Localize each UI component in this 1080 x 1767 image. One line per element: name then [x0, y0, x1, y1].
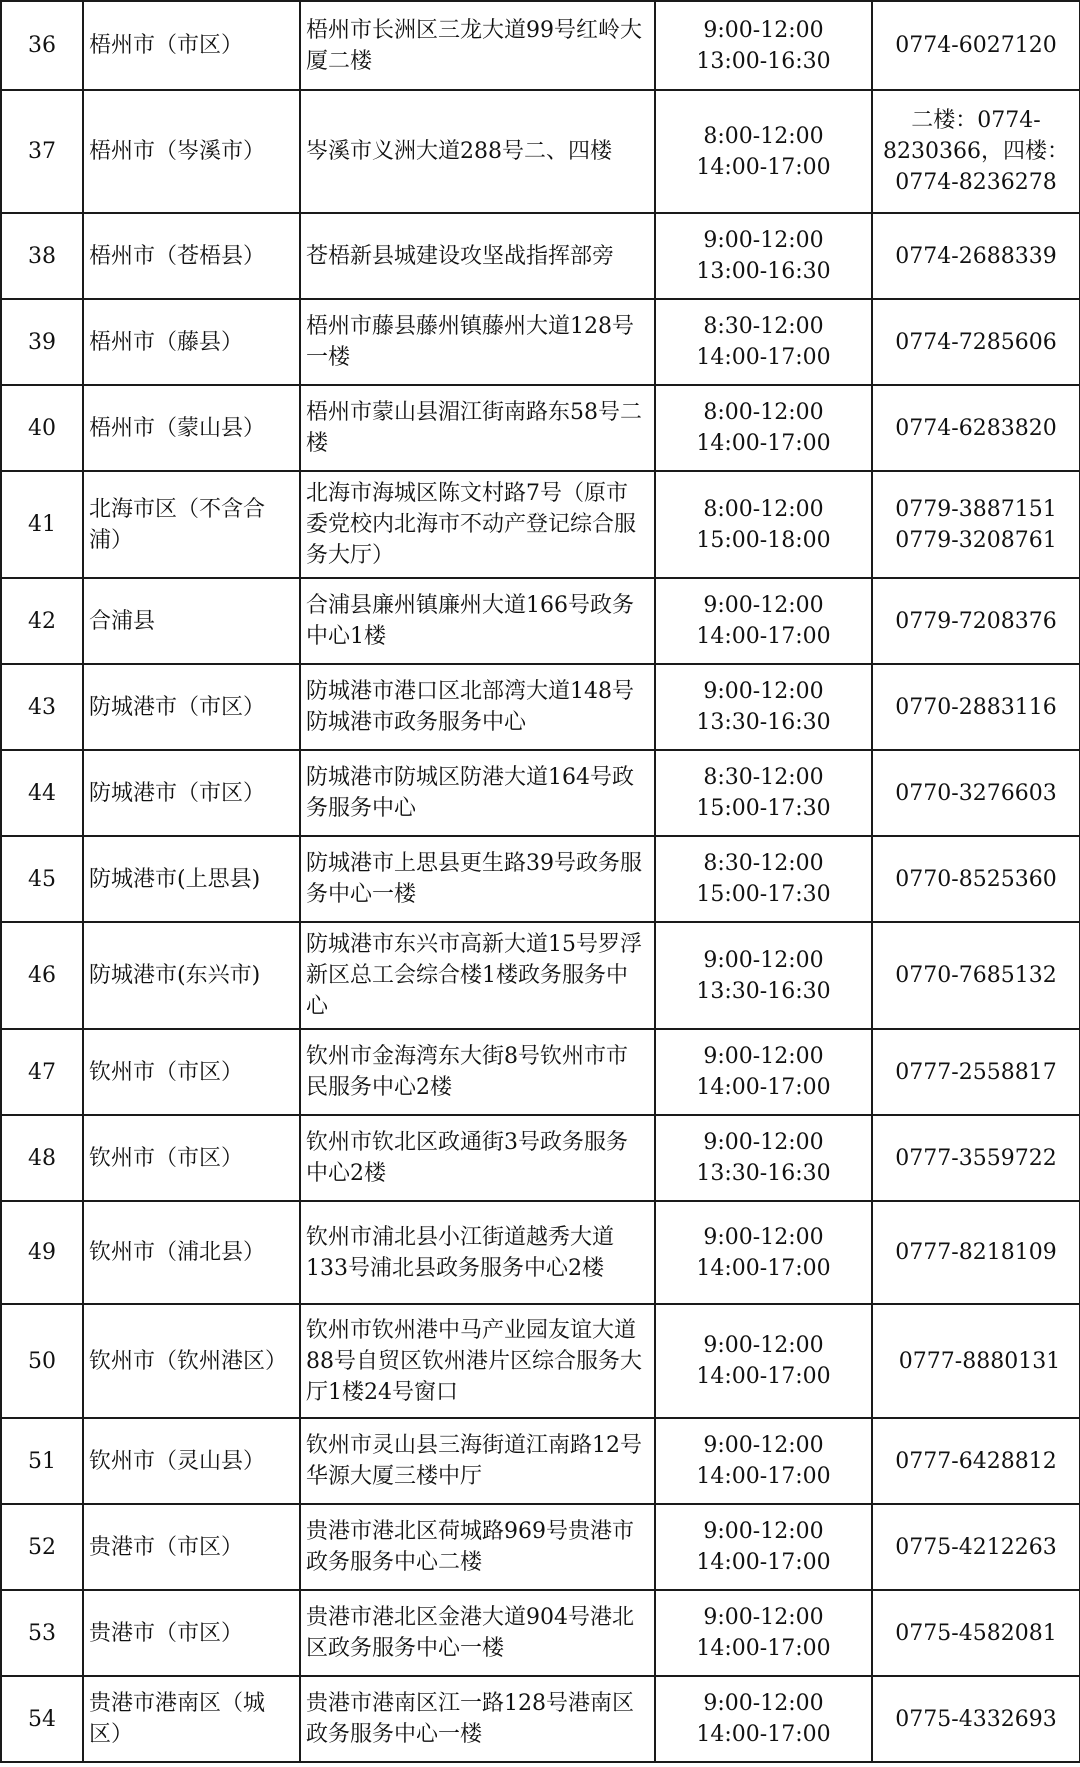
hours-line: 15:00-17:30 [696, 882, 831, 907]
row-number-cell: 53 [1, 1590, 83, 1676]
hours-cell [655, 1115, 872, 1201]
address-cell: 梧州市长洲区三龙大道99号红岭大厦二楼 [300, 1, 655, 90]
phone-cell [872, 1, 1080, 90]
address-cell: 梧州市蒙山县湄江街南路东58号二楼 [300, 385, 655, 471]
address-cell: 钦州市钦州港中马产业园友谊大道88号自贸区钦州港片区综合服务大厅1楼24号窗口 [300, 1304, 655, 1418]
hours-cell [655, 664, 872, 750]
row-number-cell: 45 [1, 836, 83, 922]
hours-cell [655, 1590, 872, 1676]
hours-line: 14:00-17:00 [696, 431, 831, 456]
hours-cell [655, 922, 872, 1029]
row-number-cell: 49 [1, 1201, 83, 1304]
phone-cell [872, 90, 1080, 213]
hours-cell [655, 90, 872, 213]
hours-cell [655, 1418, 872, 1504]
region-cell: 梧州市（苍梧县） [83, 213, 300, 299]
table-row [1, 90, 1080, 213]
row-number-cell: 51 [1, 1418, 83, 1504]
hours-line: 9:00-12:00 [703, 17, 824, 43]
phone-cell [872, 1418, 1080, 1504]
hours-line: 9:00-12:00 [703, 1130, 824, 1155]
phone-line: 0774-8236278 [895, 170, 1057, 195]
table-row [1, 1504, 1080, 1590]
hours-line: 15:00-18:00 [696, 527, 831, 553]
region-cell: 梧州市（市区） [83, 1, 300, 90]
address-cell: 防城港市港口区北部湾大道148号防城港市政务服务中心 [300, 664, 655, 750]
phone-line: 0775-4332693 [895, 1706, 1057, 1732]
region-cell: 贵港市（市区） [83, 1590, 300, 1676]
address-cell: 钦州市金海湾东大街8号钦州市市民服务中心2楼 [300, 1029, 655, 1115]
hours-line: 8:00-12:00 [703, 123, 824, 149]
hours-line: 9:00-12:00 [703, 228, 824, 253]
row-number-cell: 36 [1, 1, 83, 90]
phone-cell [872, 471, 1080, 578]
phone-line: 0775-4582081 [895, 1620, 1057, 1646]
hours-line: 14:00-17:00 [696, 1255, 831, 1281]
phone-cell [872, 1115, 1080, 1201]
phone-line: 0777-6428812 [895, 1448, 1057, 1474]
hours-line: 14:00-17:00 [696, 1075, 831, 1100]
row-number-cell: 52 [1, 1504, 83, 1590]
address-cell: 梧州市藤县藤州镇藤州大道128号一楼 [300, 299, 655, 385]
hours-line: 15:00-17:30 [696, 796, 831, 821]
phone-cell [872, 750, 1080, 836]
phone-cell [872, 1029, 1080, 1115]
address-cell: 苍梧新县城建设攻坚战指挥部旁 [300, 213, 655, 299]
table-row [1, 1201, 1080, 1304]
hours-line: 13:30-16:30 [696, 978, 831, 1004]
table-row [1, 213, 1080, 299]
address-cell: 防城港市防城区防港大道164号政务服务中心 [300, 750, 655, 836]
hours-line: 9:00-12:00 [703, 947, 824, 973]
table-row [1, 1418, 1080, 1504]
table-row [1, 1590, 1080, 1676]
hours-cell [655, 750, 872, 836]
phone-line: 0774-2688339 [895, 243, 1057, 269]
hours-line: 9:00-12:00 [703, 1333, 824, 1358]
phone-line: 0774-7285606 [895, 329, 1057, 355]
row-number-cell: 54 [1, 1676, 83, 1762]
region-cell: 防城港市(东兴市) [83, 922, 300, 1029]
phone-line: 0774-6027120 [895, 33, 1057, 58]
hours-line: 8:00-12:00 [703, 400, 824, 425]
phone-line: 0770-7685132 [895, 963, 1057, 988]
table-row [1, 385, 1080, 471]
address-cell: 贵港市港北区荷城路969号贵港市政务服务中心二楼 [300, 1504, 655, 1590]
region-cell: 钦州市（浦北县） [83, 1201, 300, 1304]
table-row [1, 1, 1080, 90]
phone-line: 0770-8525360 [895, 866, 1057, 892]
region-cell: 防城港市（市区） [83, 750, 300, 836]
row-number-cell: 37 [1, 90, 83, 213]
hours-cell [655, 578, 872, 664]
hours-cell [655, 1676, 872, 1762]
table-row [1, 471, 1080, 578]
table-row [1, 922, 1080, 1029]
region-cell: 合浦县 [83, 578, 300, 664]
hours-cell [655, 1304, 872, 1418]
region-cell: 梧州市（岑溪市） [83, 90, 300, 213]
phone-line: 0777-8880131 [891, 1348, 1061, 1374]
row-number-cell: 42 [1, 578, 83, 664]
row-number-cell: 48 [1, 1115, 83, 1201]
phone-cell [872, 213, 1080, 299]
region-cell: 梧州市（藤县） [83, 299, 300, 385]
hours-cell [655, 1029, 872, 1115]
hours-line: 9:00-12:00 [703, 593, 824, 618]
hours-cell [655, 385, 872, 471]
region-cell: 防城港市（市区） [83, 664, 300, 750]
phone-line: 0779-3887151 [895, 496, 1057, 522]
region-cell: 贵港市港南区（城区） [83, 1676, 300, 1762]
phone-line: 0779-3208761 [895, 527, 1057, 553]
region-cell: 钦州市（钦州港区） [83, 1304, 300, 1418]
region-cell: 贵港市（市区） [83, 1504, 300, 1590]
phone-cell [872, 1201, 1080, 1304]
address-cell: 防城港市上思县更生路39号政务服务中心一楼 [300, 836, 655, 922]
phone-cell [872, 1304, 1080, 1418]
address-cell: 北海市海城区陈文村路7号（原市委党校内北海市不动产登记综合服务大厅） [300, 471, 655, 578]
hours-line: 8:30-12:00 [703, 765, 824, 790]
phone-line: 0774-6283820 [895, 415, 1057, 441]
address-cell: 贵港市港北区金港大道904号港北区政务服务中心一楼 [300, 1590, 655, 1676]
address-cell: 合浦县廉州镇廉州大道166号政务中心1楼 [300, 578, 655, 664]
phone-line: 0777-2558817 [895, 1059, 1057, 1085]
hours-cell [655, 471, 872, 578]
row-number-cell: 43 [1, 664, 83, 750]
table-row [1, 578, 1080, 664]
region-cell: 梧州市（蒙山县） [83, 385, 300, 471]
hours-line: 13:30-16:30 [696, 710, 831, 735]
row-number-cell: 47 [1, 1029, 83, 1115]
hours-cell [655, 1504, 872, 1590]
hours-line: 14:00-17:00 [696, 1636, 831, 1661]
phone-line: 二楼：0774- [911, 108, 1041, 133]
hours-line: 9:00-12:00 [703, 1433, 824, 1458]
phone-line: 0775-4212263 [895, 1534, 1057, 1560]
address-cell: 防城港市东兴市高新大道15号罗浮新区总工会综合楼1楼政务服务中心 [300, 922, 655, 1029]
hours-line: 9:00-12:00 [703, 1605, 824, 1630]
row-number-cell: 38 [1, 213, 83, 299]
hours-line: 8:30-12:00 [703, 314, 824, 339]
hours-line: 9:00-12:00 [703, 679, 824, 704]
phone-line: 0779-7208376 [895, 608, 1057, 634]
address-cell: 贵港市港南区江一路128号港南区政务服务中心一楼 [300, 1676, 655, 1762]
hours-line: 14:00-17:00 [696, 624, 831, 649]
hours-cell [655, 299, 872, 385]
phone-cell [872, 578, 1080, 664]
row-number-cell: 41 [1, 471, 83, 578]
phone-cell [872, 836, 1080, 922]
hours-line: 14:00-17:00 [696, 1464, 831, 1489]
address-cell: 钦州市浦北县小江街道越秀大道133号浦北县政务服务中心2楼 [300, 1201, 655, 1304]
hours-cell [655, 213, 872, 299]
row-number-cell: 39 [1, 299, 83, 385]
hours-line: 14:00-17:00 [696, 154, 831, 180]
phone-line: 0770-3276603 [895, 780, 1057, 806]
table-row [1, 1029, 1080, 1115]
phone-cell [872, 1504, 1080, 1590]
hours-line: 14:00-17:00 [696, 1364, 831, 1389]
row-number-cell: 46 [1, 922, 83, 1029]
hours-cell [655, 836, 872, 922]
hours-line: 8:30-12:00 [703, 851, 824, 876]
table-row [1, 1115, 1080, 1201]
hours-cell [655, 1201, 872, 1304]
phone-line: 0777-3559722 [895, 1145, 1057, 1171]
row-number-cell: 40 [1, 385, 83, 471]
hours-cell [655, 1, 872, 90]
phone-line: 0770-2883116 [895, 694, 1057, 720]
hours-line: 9:00-12:00 [703, 1691, 824, 1716]
phone-cell [872, 385, 1080, 471]
phone-line: 8230366，四楼： [883, 139, 1069, 164]
hours-line: 9:00-12:00 [703, 1519, 824, 1544]
region-cell: 北海市区（不含合浦） [83, 471, 300, 578]
region-cell: 钦州市（市区） [83, 1029, 300, 1115]
table-row [1, 750, 1080, 836]
table-row [1, 664, 1080, 750]
phone-cell [872, 1590, 1080, 1676]
phone-cell [872, 922, 1080, 1029]
hours-line: 13:30-16:30 [696, 1161, 831, 1186]
hours-line: 9:00-12:00 [703, 1224, 824, 1250]
hours-line: 14:00-17:00 [696, 1722, 831, 1747]
hours-line: 13:00-16:30 [696, 259, 831, 284]
table-row [1, 836, 1080, 922]
row-number-cell: 50 [1, 1304, 83, 1418]
phone-line: 0777-8218109 [895, 1240, 1057, 1265]
hours-line: 13:00-16:30 [696, 48, 831, 74]
region-cell: 防城港市(上思县) [83, 836, 300, 922]
phone-cell [872, 1676, 1080, 1762]
address-cell: 岑溪市义洲大道288号二、四楼 [300, 90, 655, 213]
hours-line: 14:00-17:00 [696, 345, 831, 370]
region-cell: 钦州市（市区） [83, 1115, 300, 1201]
row-number-cell: 44 [1, 750, 83, 836]
region-cell: 钦州市（灵山县） [83, 1418, 300, 1504]
table-row [1, 1304, 1080, 1418]
hours-line: 9:00-12:00 [703, 1044, 824, 1069]
phone-cell [872, 299, 1080, 385]
address-cell: 钦州市钦北区政通街3号政务服务中心2楼 [300, 1115, 655, 1201]
hours-line: 14:00-17:00 [696, 1550, 831, 1575]
table-row [1, 299, 1080, 385]
table-row [1, 1676, 1080, 1762]
address-cell: 钦州市灵山县三海街道江南路12号华源大厦三楼中厅 [300, 1418, 655, 1504]
hours-line: 8:00-12:00 [703, 496, 824, 522]
table-body [1, 1, 1080, 1762]
phone-cell [872, 664, 1080, 750]
